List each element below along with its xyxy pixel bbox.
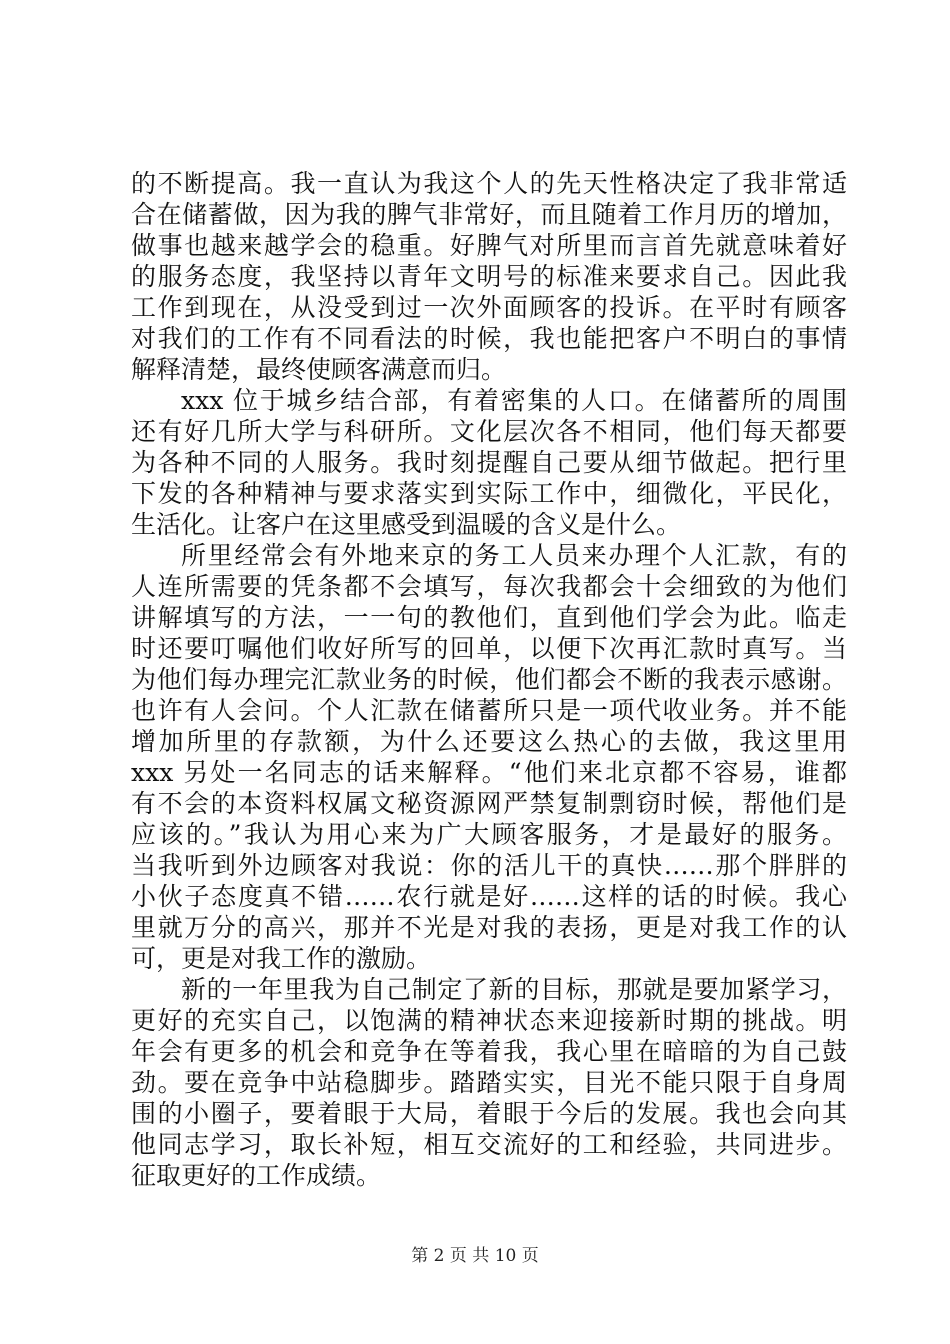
text-line: 他同志学习，取长补短，相互交流好的工和经验，共同进步。 <box>131 1130 847 1159</box>
paragraph-first-line: xxx 位于城乡结合部，有着密集的人口。在储蓄所的周围 <box>181 386 847 415</box>
text-line: 小伙子态度真不错……农行就是好……这样的话的时候。我心 <box>131 882 847 911</box>
paragraph-first-line: 所里经常会有外地来京的务工人员来办理个人汇款，有的 <box>181 541 847 570</box>
text-line: 可，更是对我工作的激励。 <box>131 944 432 973</box>
text-line: 做事也越来越学会的稳重。好脾气对所里而言首先就意味着好 <box>131 231 847 260</box>
text-line: 征取更好的工作成绩。 <box>131 1161 382 1190</box>
text-line: 的服务态度，我坚持以青年文明号的标准来要求自己。因此我 <box>131 262 847 291</box>
page-footer: 第 2 页 共 10 页 <box>411 1246 539 1266</box>
text-line: 解释清楚，最终使顾客满意而归。 <box>131 355 507 384</box>
text-line: 有不会的本资料权属文秘资源网严禁复制剽窃时候，帮他们是 <box>131 789 847 818</box>
text-line: 围的小圈子，要着眼于大局，着眼于今后的发展。我也会向其 <box>131 1099 847 1128</box>
text-line: 年会有更多的机会和竞争在等着我，我心里在暗暗的为自己鼓 <box>131 1037 847 1066</box>
text-line: 还有好几所大学与科研所。文化层次各不相同，他们每天都要 <box>131 417 847 446</box>
text-line: 当我听到外边顾客对我说：你的活儿干的真快……那个胖胖的 <box>131 851 847 880</box>
text-line: 下发的各种精神与要求落实到实际工作中，细微化，平民化， <box>131 479 847 508</box>
text-line: 工作到现在，从没受到过一次外面顾客的投诉。在平时有顾客 <box>131 293 847 322</box>
text-line: 更好的充实自己，以饱满的精神状态来迎接新时期的挑战。明 <box>131 1006 847 1035</box>
paragraph-first-line: 新的一年里我为自己制定了新的目标，那就是要加紧学习， <box>181 975 847 1004</box>
text-line: 讲解填写的方法，一一句的教他们，直到他们学会为此。临走 <box>131 603 847 632</box>
text-line: 合在储蓄做，因为我的脾气非常好，而且随着工作月历的增加， <box>131 200 847 229</box>
text-line: 应该的。”我认为用心来为广大顾客服务，才是最好的服务。 <box>131 820 847 849</box>
text-line: 劲。要在竞争中站稳脚步。踏踏实实，目光不能只限于自身周 <box>131 1068 847 1097</box>
document-body <box>131 168 847 1191</box>
text-line: 里就万分的高兴，那并不光是对我的表扬，更是对我工作的认 <box>131 913 847 942</box>
text-line: 时还要叮嘱他们收好所写的回单，以便下次再汇款时真写。当 <box>131 634 847 663</box>
text-line: 为各种不同的人服务。我时刻提醒自己要从细节做起。把行里 <box>131 448 847 477</box>
text-line: 对我们的工作有不同看法的时候，我也能把客户不明白的事情 <box>131 324 847 353</box>
text-line: xxx 另处一名同志的话来解释。“他们来北京都不容易，谁都 <box>131 758 847 787</box>
text-line: 人连所需要的凭条都不会填写，每次我都会十会细致的为他们 <box>131 572 847 601</box>
text-line: 增加所里的存款额，为什么还要这么热心的去做，我这里用 <box>131 727 847 756</box>
text-line: 也许有人会问。个人汇款在储蓄所只是一项代收业务。并不能 <box>131 696 847 725</box>
text-line: 生活化。让客户在这里感受到温暖的含义是什么。 <box>131 510 682 539</box>
text-line: 为他们每办理完汇款业务的时候，他们都会不断的我表示感谢。 <box>131 665 847 694</box>
text-line: 的不断提高。我一直认为我这个人的先天性格决定了我非常适 <box>131 169 847 198</box>
